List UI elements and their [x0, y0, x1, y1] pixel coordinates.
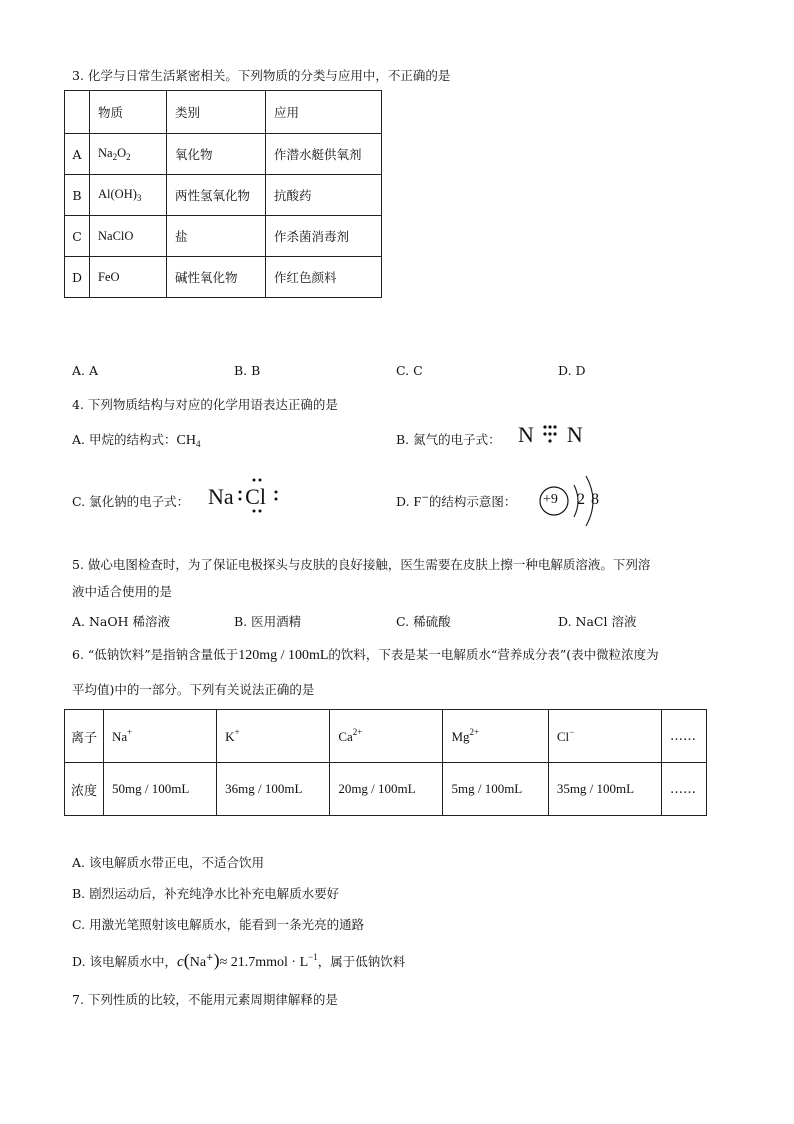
formula-sub: 3: [136, 193, 142, 203]
table-row: [65, 763, 707, 816]
q6-option-a: A. 该电解质水带正电，不适合饮用: [72, 855, 264, 870]
q6-option-b: B. 剧烈运动后，补充纯净水比补充电解质水要好: [72, 886, 340, 901]
triple-bond-dots-icon: [539, 422, 561, 444]
q5-option-a: A. NaOH 稀溶液: [72, 614, 170, 629]
conc-row-head: 浓度: [65, 763, 104, 816]
q6-option-d: [72, 950, 405, 971]
ellipsis-cell: ……: [662, 710, 707, 763]
q3-header-category: 类别: [167, 91, 266, 134]
fluoride-structure-diagram: [534, 470, 614, 532]
q3-stem: 3. 化学与日常生活紧密相关。下列物质的分类与应用中，不正确的是: [72, 68, 451, 83]
q3-header-blank: [65, 91, 90, 134]
table-row: [65, 216, 382, 257]
ion-charge: +: [234, 727, 240, 737]
conc-cell: 36mg / 100mL: [217, 763, 330, 816]
shell-2-electrons: 8: [591, 491, 599, 508]
ion-row-head: 离子: [65, 710, 104, 763]
conc-cell: 20mg / 100mL: [330, 763, 443, 816]
q5-stem-line1: 5. 做心电图检查时，为了保证电极探头与皮肤的良好接触，医生需要在皮肤上擦一种电解质溶液。下列溶: [72, 557, 651, 572]
ion-text: Mg: [451, 729, 470, 744]
formula-text: Na: [208, 484, 234, 509]
q3-header-substance: 物质: [90, 91, 167, 134]
q3-table: [64, 90, 382, 298]
option-text: D. 该电解质水中，: [72, 954, 178, 969]
electron-dots-icon: [237, 476, 281, 516]
table-row: [65, 710, 707, 763]
close-paren: ): [213, 950, 220, 970]
conc-cell: 5mg / 100mL: [443, 763, 548, 816]
stem-value: 120mg / 100mL: [238, 648, 329, 663]
formula-text: F: [413, 495, 422, 510]
q5-option-b: B. 医用酒精: [234, 614, 302, 629]
row-category: 盐: [167, 216, 266, 257]
shell-1-electrons: 2: [577, 491, 585, 508]
formula-text: Cl: [245, 484, 266, 509]
row-formula: [90, 134, 167, 175]
table-row: [65, 134, 382, 175]
row-category: 氧化物: [167, 134, 266, 175]
q4-stem: 4. 下列物质结构与对应的化学用语表达正确的是: [72, 397, 338, 412]
ion-text: Cl: [556, 729, 570, 744]
q3-option-c: C. C: [396, 363, 423, 378]
formula-text: CH: [176, 433, 196, 448]
ion-cell: [104, 710, 217, 763]
conc-cell: 50mg / 100mL: [104, 763, 217, 816]
stem-text: 6. “低钠饮料”是指钠含量低于: [72, 647, 239, 662]
formula-sub: 2: [112, 152, 118, 162]
row-formula: NaClO: [90, 216, 167, 257]
ion-cell: [548, 710, 661, 763]
table-row: [65, 175, 382, 216]
q5-stem-line2: 液中适合使用的是: [72, 584, 173, 599]
q3-header-use: 应用: [266, 91, 382, 134]
ion-charge: +: [127, 727, 133, 737]
ion-charge: −: [569, 727, 575, 737]
ion-cell: [443, 710, 548, 763]
q3-option-b: B. B: [234, 363, 261, 378]
ion-text: Na: [112, 729, 128, 744]
chloride-ion: [239, 484, 272, 510]
row-use: 抗酸药: [266, 175, 382, 216]
q6-option-c: C. 用激光笔照射该电解质水，能看到一条光亮的通路: [72, 917, 365, 932]
row-category: 两性氢氧化物: [167, 175, 266, 216]
conc-cell: 35mg / 100mL: [548, 763, 661, 816]
formula-sup: −1: [308, 952, 318, 962]
q4-option-d: [396, 492, 516, 511]
row-use: 作红色颜料: [266, 257, 382, 298]
row-key: A: [65, 134, 90, 175]
row-use: 作杀菌消毒剂: [266, 216, 382, 257]
option-text: 的结构示意图：: [428, 494, 517, 509]
formula-sup: −: [421, 493, 429, 503]
q4-option-b: B. 氮气的电子式：: [396, 432, 501, 447]
q7-stem: 7. 下列性质的比较，不能用元素周期律解释的是: [72, 992, 338, 1007]
option-text: A. 甲烷的结构式：: [72, 432, 177, 447]
formula-text: N: [566, 422, 583, 447]
formula-sup: +: [206, 953, 214, 963]
n2-electron-formula: [518, 422, 583, 448]
ion-cell: [217, 710, 330, 763]
ion-charge: 2+: [469, 727, 480, 737]
option-text: D.: [396, 494, 414, 509]
row-key: D: [65, 257, 90, 298]
ion-charge: 2+: [352, 727, 363, 737]
q3-option-a: A. A: [72, 363, 99, 378]
formula-text: c: [177, 954, 184, 970]
row-use: 作潜水艇供氧剂: [266, 134, 382, 175]
nacl-electron-formula: [208, 484, 272, 510]
formula-text: N: [518, 422, 534, 447]
q3-header-row: [65, 91, 382, 134]
q6-stem-line2: 平均值)中的一部分。下列有关说法正确的是: [72, 682, 315, 697]
q5-option-c: C. 稀硫酸: [396, 614, 451, 629]
q6-stem-line1: [72, 645, 659, 664]
formula-text: Al(OH): [98, 187, 137, 201]
formula-text: ≈ 21.7mmol · L: [219, 955, 309, 970]
row-formula: FeO: [90, 257, 167, 298]
formula-sub: 2: [126, 152, 131, 162]
q6-table: [64, 709, 707, 816]
formula-text: Na: [98, 146, 113, 160]
ion-text: K: [225, 729, 235, 744]
nucleus-charge: +9: [543, 492, 558, 507]
q4-option-a: [72, 430, 200, 449]
row-key: B: [65, 175, 90, 216]
open-paren: (: [183, 950, 190, 970]
stem-text: 的饮料，下表是某一电解质水“营养成分表”(表中微粒浓度为: [328, 647, 659, 662]
table-row: [65, 257, 382, 298]
row-formula: [90, 175, 167, 216]
ellipsis-cell: ……: [662, 763, 707, 816]
q5-option-d: D. NaCl 溶液: [558, 614, 637, 629]
formula-text: O: [117, 146, 127, 160]
ion-cell: [330, 710, 443, 763]
row-category: 碱性氧化物: [167, 257, 266, 298]
row-key: C: [65, 216, 90, 257]
formula-text: Na: [189, 955, 207, 970]
q4-option-c: C. 氯化钠的电子式：: [72, 494, 190, 509]
ion-text: Ca: [338, 729, 353, 744]
option-text: ，属于低钠饮料: [317, 954, 406, 969]
q3-option-d: D. D: [558, 363, 586, 378]
formula-sub: 4: [195, 439, 201, 449]
